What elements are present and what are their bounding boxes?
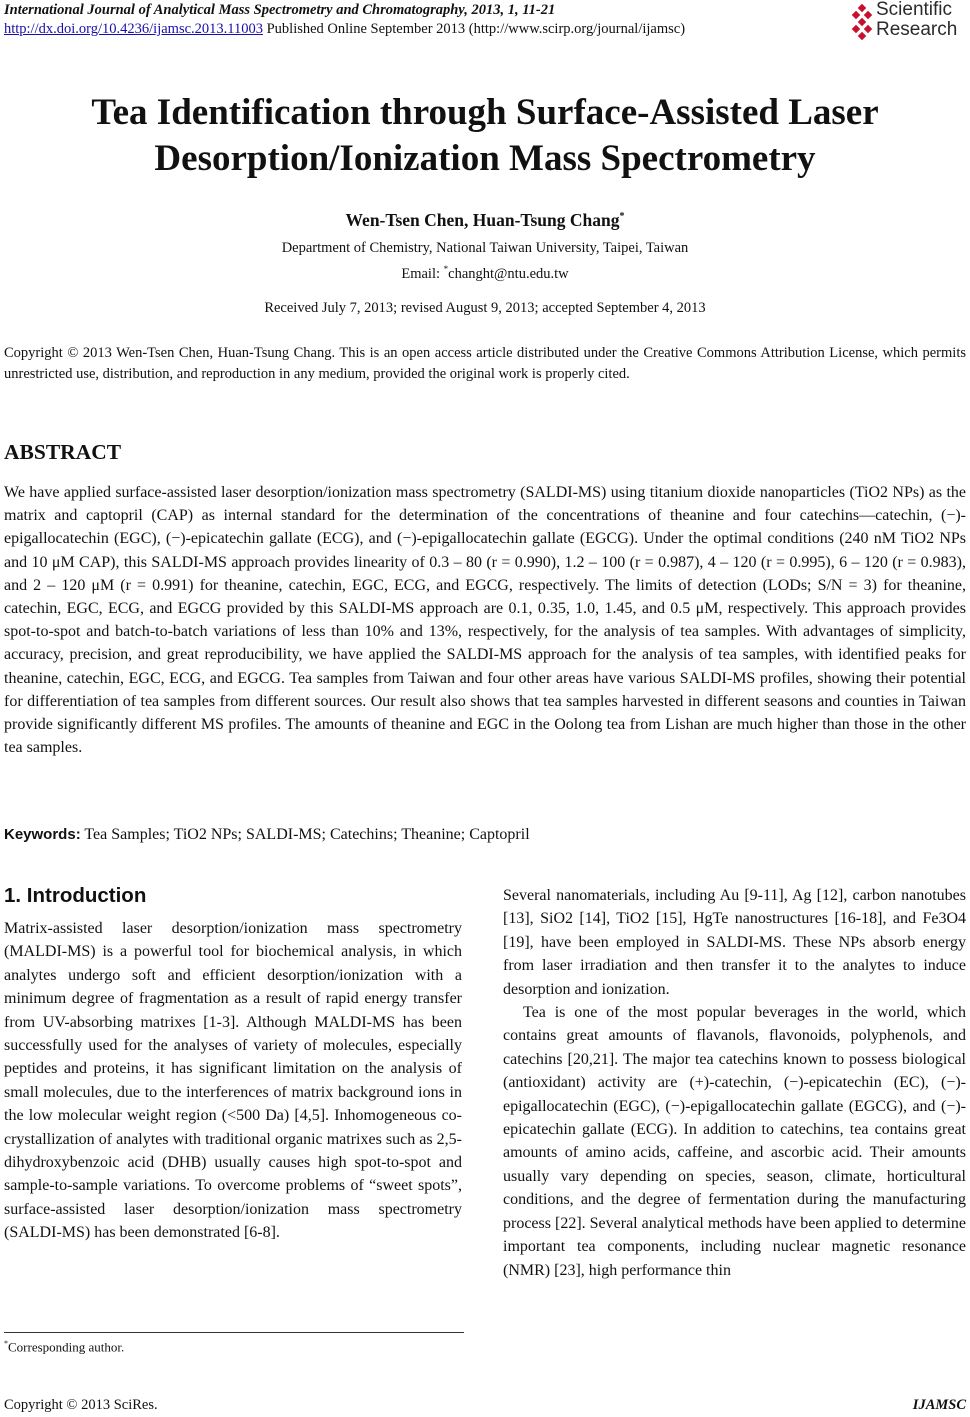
section-heading-introduction: 1. Introduction: [4, 884, 147, 907]
affiliation-block: [0, 238, 970, 285]
footer-copyright: Copyright © 2013 SciRes.: [4, 1397, 158, 1413]
logo-word-research: Research: [876, 19, 958, 40]
copyright-notice: Copyright © 2013 Wen-Tsen Chen, Huan-Tsung Chang. This is an open access article distributed under the Creative Commons Attribution License, which permits unrestricted use, distribution, and reproduction in any medium, provided the original work is properly cited.: [4, 345, 966, 382]
scirp-diamond-icon: [850, 4, 874, 40]
email-label: Email:: [401, 265, 444, 282]
intro-paragraph-3: Tea is one of the most popular beverages in the world, which contains great amounts of flavanols, flavonoids, polyphenols, and catechins [20,21]. The major tea catechins known to possess biological (antioxidant) activity are (+)-catechin, (−)-epicatechin (EC), (−)-epigallocatechin (EGC), (−)-epigallocatechin gallate (EGCG), and (−)-epicatechin gallate (ECG). In addition to catechins, tea contains great amounts of amino acids, caffeine, and ascorbic acid. Their amounts usually vary depending on species, season, climate, horticultural conditions, and the degree of fermentation during the manufacturing process [22]. Several analytical methods have been applied to determine important tea components, including nuclear magnetic resonance (NMR) [23], high performance thin: [503, 1004, 966, 1279]
footnote-mark: *: [4, 1339, 8, 1348]
footer-journal-abbrev: IJAMSC: [912, 1397, 966, 1413]
published-info: Published Online September 2013 (http://www.scirp.org/journal/ijamsc): [262, 21, 686, 37]
footnote: [4, 1339, 124, 1355]
journal-name: International Journal of Analytical Mass Spectrometry and Chromatography: [4, 2, 465, 18]
abstract-heading: ABSTRACT: [4, 440, 122, 464]
logo-word-scientific: Scientific: [876, 0, 953, 20]
left-column: [4, 883, 462, 1245]
keywords-label: Keywords:: [4, 826, 81, 843]
email-mark: *: [443, 264, 449, 274]
corresponding-mark: *: [619, 211, 625, 223]
authors-text: Wen-Tsen Chen, Huan-Tsung Chang: [345, 210, 620, 230]
affiliation: Department of Chemistry, National Taiwan University, Taipei, Taiwan: [281, 240, 689, 256]
keywords-line: [4, 826, 530, 844]
publisher-logo: [850, 0, 966, 44]
intro-paragraph-1: Matrix-assisted laser desorption/ionization mass spectrometry (MALDI-MS) is a powerful tool for biochemical analysis, in which analytes undergo soft and efficient desorption/ionization with a minimum degree of fragmentation as a result of rapid energy transfer from UV-absorbing matrixes [1-3]. Although MALDI-MS has been successfully used for the analyses of variety of molecules, especially peptides and proteins, it has significant limitation on the analysis of small molecules, due to the interferences of matrix background ions in the low molecular weight region (<500 Da) [4,5]. Inhomogeneous co-crystallization of analytes with traditional organic matrixes such as 2,5-dihydroxybenzoic acid (DHB) usually causes high spot-to-spot and sample-to-sample variations. To overcome problems of “sweet spots”, surface-assisted laser desorption/ionization mass spectrometry (SALDI-MS) has been demonstrated [6-8].: [4, 920, 462, 1242]
footnote-rule: [4, 1332, 464, 1333]
journal-volume: , 2013, 1, 11-21: [464, 2, 556, 18]
email-address[interactable]: changht@ntu.edu.tw: [448, 265, 569, 282]
email-line: [0, 259, 970, 285]
doi-link[interactable]: http://dx.doi.org/10.4236/ijamsc.2013.11003: [4, 21, 263, 37]
right-column: [503, 884, 966, 1282]
title-line-1: Tea Identification through Surface-Assisted Laser: [91, 92, 879, 133]
abstract-body: We have applied surface-assisted laser desorption/ionization mass spectrometry (SALDI-MS) using titanium dioxide nanoparticles (TiO2 NPs) as the matrix and captopril (CAP) as internal standard for the determination of the concentrations of theanine and four catechins—catechin, (−)-epigallocatechin (EGC), (−)-epicatechin gallate (ECG), and (−)-epigallocatechin gallate (EGCG). Under the optimal conditions (240 nM TiO2 NPs and 10 μM CAP), this SALDI-MS approach provides linearity of 0.3 – 80 (r = 0.990), 1.2 – 100 (r = 0.987), 4 – 120 (r = 0.995), 6 – 120 (r = 0.983), and 2 – 120 μM (r = 0.991) for theanine, catechin, EGC, ECG, and EGCG, respectively. The limits of detection (LODs; S/N = 3) for theanine, catechin, EGC, ECG, and EGCG provided by this SALDI-MS approach are 0.1, 0.35, 1.0, 1.45, and 0.5 μM, respectively. This approach provides spot-to-spot and batch-to-batch variations of less than 10% and 13%, respectively, for the analysis of tea samples. With advantages of simplicity, accuracy, precision, and great reproducibility, we have applied the SALDI-MS approach for the analysis of tea samples, with identified peaks for theanine, catechin, EGC, ECG, and EGCG. Tea samples from Taiwan and four other areas have various SALDI-MS profiles, showing their potential for differentiation of tea samples from different sources. Our result also shows that tea samples harvested in different seasons and counties in Taiwan provide significantly different MS profiles. The amounts of theanine and EGC in the Oolong tea from Lishan are much higher than those in the other tea samples.: [4, 484, 966, 757]
received-dates: Received July 7, 2013; revised August 9, 2013; accepted September 4, 2013: [264, 300, 706, 316]
doi-line: [4, 20, 849, 39]
author-list: [0, 210, 970, 231]
title-line-2: Desorption/Ionization Mass Spectrometry: [154, 138, 816, 179]
intro-paragraph-2: Several nanomaterials, including Au [9-11], Ag [12], carbon nanotubes [13], SiO2 [14], TiO2 [15], HgTe nanostructures [16-18], and Fe3O4 [19], have been employed in SALDI-MS. These NPs absorb energy from laser irradiation and then transfer it to the analytes to induce desorption and ionization.: [503, 887, 966, 998]
journal-header: [4, 0, 849, 39]
keywords-text: Tea Samples; TiO2 NPs; SALDI-MS; Catechins; Theanine; Captopril: [80, 826, 530, 843]
footnote-text: Corresponding author.: [8, 1339, 125, 1355]
page-footer: [4, 1397, 966, 1414]
logo-wordmark: [876, 0, 957, 40]
paper-title: [0, 90, 970, 182]
journal-citation: [4, 1, 849, 20]
